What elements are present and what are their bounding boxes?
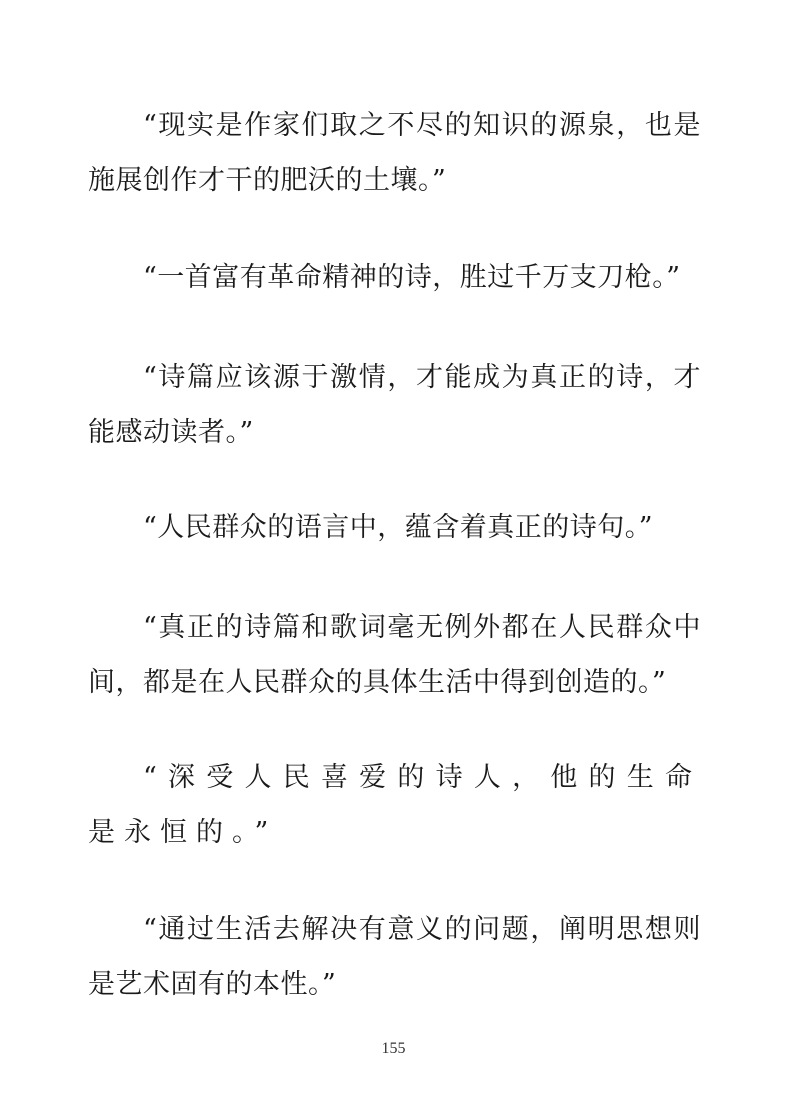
quote-paragraph: “诗篇应该源于激情，才能成为真正的诗，才能感动读者。” <box>88 362 701 448</box>
page-number: 155 <box>381 1040 406 1057</box>
quote-paragraph: “人民群众的语言中，蕴含着真正的诗句。” <box>143 512 654 543</box>
quote-paragraph: “深受人民喜爱的诗人，他的生命是永恒的。” <box>88 762 701 848</box>
quote-paragraph: “通过生活去解决有意义的问题，阐明思想则是艺术固有的本性。” <box>88 914 701 1000</box>
quote-paragraph: “一首富有革命精神的诗，胜过千万支刀枪。” <box>143 262 681 293</box>
quote-paragraph: “现实是作家们取之不尽的知识的源泉，也是施展创作才干的肥沃的土壤。” <box>88 110 701 196</box>
quote-paragraph: “真正的诗篇和歌词毫无例外都在人民群众中间，都是在人民群众的具体生活中得到创造的。” <box>88 612 701 698</box>
